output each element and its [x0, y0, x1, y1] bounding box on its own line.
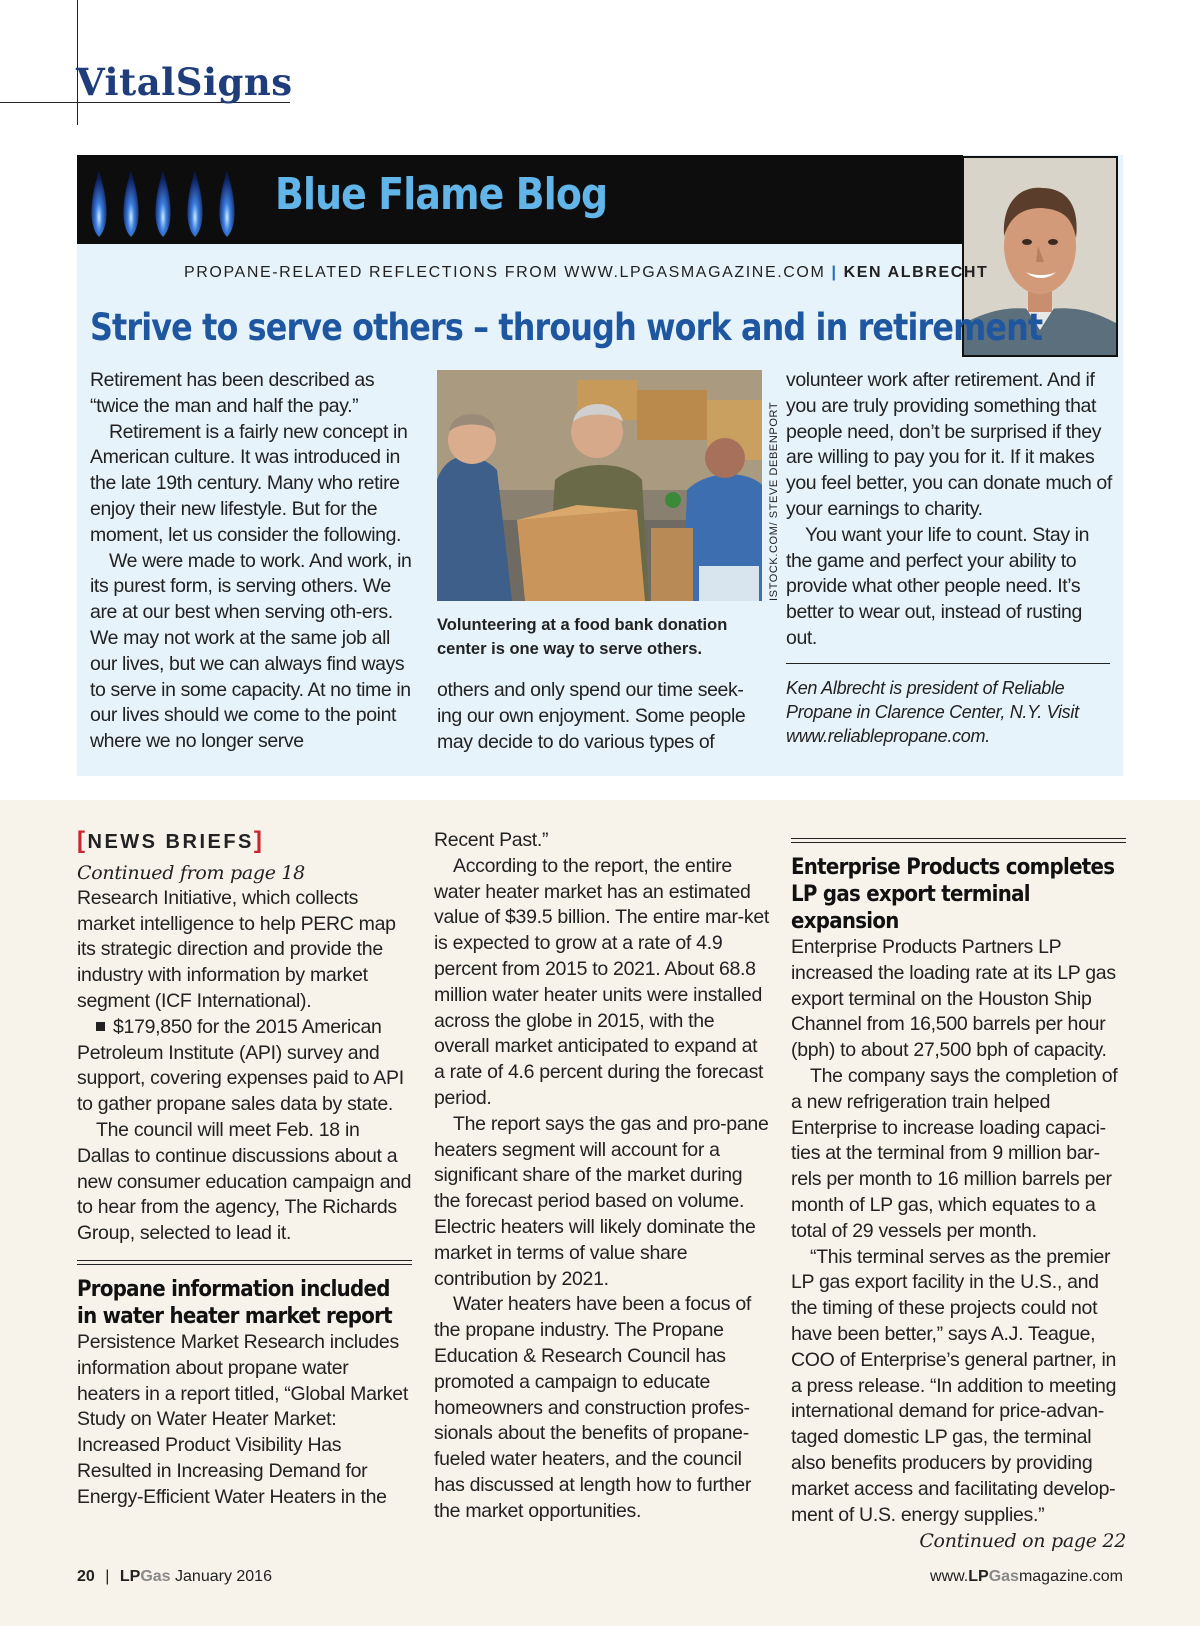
magazine-name-lp: LP [119, 1568, 141, 1585]
photo-caption: Volunteering at a food bank donation center is one way to serve others. [437, 616, 728, 658]
news-column-2 [434, 828, 769, 1525]
news-paragraph: The company says the completion of a new refrigeration train helped Enterprise to increase loading capaci-ties at the terminal from 9 million bar-rels per month to 16 million barrels per month of LP gas, which equates to a total of 29 vessels per month. [791, 1064, 1118, 1242]
blog-column-1 [90, 368, 420, 755]
story-divider [77, 1260, 412, 1265]
news-paragraph: Enterprise Products Partners LP increased the loading rate at its LP gas export terminal on the Houston Ship Channel from 16,500 barrels per hour (bph) to about 27,500 bph of capacity. [791, 936, 1116, 1062]
blog-paragraph: volunteer work after retirement. And if you are truly providing something that people need, don’t be surprised if they are willing to pay you for it. If it makes you feel better, you can donate much of your earnings to charity. [786, 369, 1112, 520]
byline-source: PROPANE-RELATED REFLECTIONS FROM WWW.LPGASMAGAZINE.COM [184, 264, 826, 281]
news-paragraph: Research Initiative, which collects market intelligence to help PERC map its strategic direction and provide the industry with information by market segment (ICF International). [77, 886, 396, 1012]
label-bracket-open: [ [77, 827, 88, 854]
page-number: 20 [77, 1568, 95, 1585]
news-paragraph: Recent Past.” [434, 829, 549, 851]
story-headline-water-heater: Propane information included in water heater market report [77, 1276, 392, 1329]
label-text: NEWS BRIEFS [87, 831, 254, 853]
url-prefix: www. [930, 1568, 969, 1585]
footer-separator: | [105, 1568, 110, 1585]
blog-paragraph: Retirement is a fairly new concept in American culture. It was introduced in the late 19th century. Many who retire enjoy their new lifestyle. But for the moment, let us consider the following. [90, 420, 408, 546]
news-paragraph: “This terminal serves as the premier LP gas export facility in the U.S., and the timing of these projects could not have been better,” says A.J. Teague, COO of Enterprise’s general partner, in a press release. “In addition to meeting international demand for price-advan-taged domestic LP gas, the terminal also benefits producers by providing market access and facilitating develop-ment of U.S. energy supplies.” [791, 1245, 1117, 1526]
blog-column-2 [437, 678, 767, 755]
food-bank-photo [437, 370, 762, 601]
blog-paragraph: others and only spend our time seek-ing our own enjoyment. Some people may decide to do various types of [437, 679, 746, 753]
issue-date: January 2016 [175, 1568, 272, 1585]
author-bio: Ken Albrecht is president of Reliable Propane in Clarence Center, N.Y. Visit www.reliablepropane.com. [786, 678, 1079, 746]
square-bullet-icon [96, 1022, 105, 1031]
news-paragraph: Persistence Market Research includes information about propane water heaters in a report titled, “Global Market Study on Water Heater Market: Increased Product Visibility Has Resulted in Increasing Demand for Energy-Efficient Water Heaters in the [77, 1330, 408, 1508]
continued-from: Continued from page 18 [77, 861, 305, 884]
byline-separator: | [831, 264, 838, 281]
news-briefs-label [77, 828, 412, 856]
blog-byline [184, 264, 988, 282]
news-paragraph: The council will meet Feb. 18 in Dallas to continue discussions about a new consumer education campaign and to hear from the agency, The Richards Group, selected to lead it. [77, 1118, 412, 1245]
story-divider [791, 838, 1126, 843]
bullet-text: $179,850 for the 2015 American Petroleum Institute (API) survey and support, covering expenses paid to API to gather propane sales data by state. [77, 1015, 404, 1116]
url-suffix: magazine.com [1018, 1568, 1123, 1585]
blog-headline: Strive to serve others – through work and in retirement [90, 306, 1043, 349]
url-gas: Gas [988, 1568, 1019, 1585]
blue-flames-icon [83, 165, 243, 240]
blog-column-3 [786, 368, 1116, 652]
continued-on: Continued on page 22 [919, 1530, 1126, 1553]
blog-paragraph: We were made to work. And work, in its purest form, is serving others. We are at our best when serving oth-ers. We may not work at the same job all our lives, but we can always find ways to serve in some capacity. At no time in our lives should we come to the point where we no longer serve [90, 549, 412, 753]
section-title: VitalSigns [76, 60, 293, 104]
magazine-name-gas: Gas [140, 1568, 171, 1585]
blog-title: Blue Flame Blog [275, 169, 608, 220]
blog-banner [77, 155, 963, 244]
news-paragraph: According to the report, the entire water heater market has an estimated value of $39.5 billion. The entire mar-ket is expected to grow at a rate of 4.9 percent from 2015 to 2021. About 68.8 million water heater units were installed across the globe in 2015, with the overall market anticipated to expand at a rate of 4.6 percent during the forecast period. [434, 854, 769, 1109]
label-bracket-close: ] [253, 827, 265, 854]
url-lp: LP [968, 1568, 989, 1585]
blog-paragraph: You want your life to count. Stay in the game and perfect your ability to provide what other people need. It’s better to wear out, instead of rusting out. [786, 523, 1090, 649]
page-footer-left [77, 1568, 272, 1586]
news-column-3 [791, 828, 1126, 1554]
byline-author: KEN ALBRECHT [843, 264, 989, 281]
news-column-1 [77, 828, 412, 1511]
bio-divider [786, 663, 1110, 664]
news-paragraph: The report says the gas and pro-pane heaters segment will account for a significant share of the market during the forecast period based on volume. Electric heaters will likely dominate the market in terms of value share contribution by 2021. [434, 1112, 769, 1290]
news-bullet-paragraph [77, 1015, 412, 1118]
blog-paragraph: Retirement has been described as “twice the man and half the pay.” [90, 369, 375, 417]
photo-credit: ISTOCK.COM/ STEVE DEBENPORT [768, 401, 780, 601]
page-footer-url [930, 1568, 1123, 1586]
story-headline-enterprise: Enterprise Products completes LP gas export terminal expansion [791, 855, 1115, 934]
news-paragraph: Water heaters have been a focus of the propane industry. The Propane Education & Research Council has promoted a campaign to educate homeowners and construction profes-sionals about the benefits of propane-fueled water heaters, and the council has discussed at length how to further the market opportunities. [434, 1293, 752, 1522]
